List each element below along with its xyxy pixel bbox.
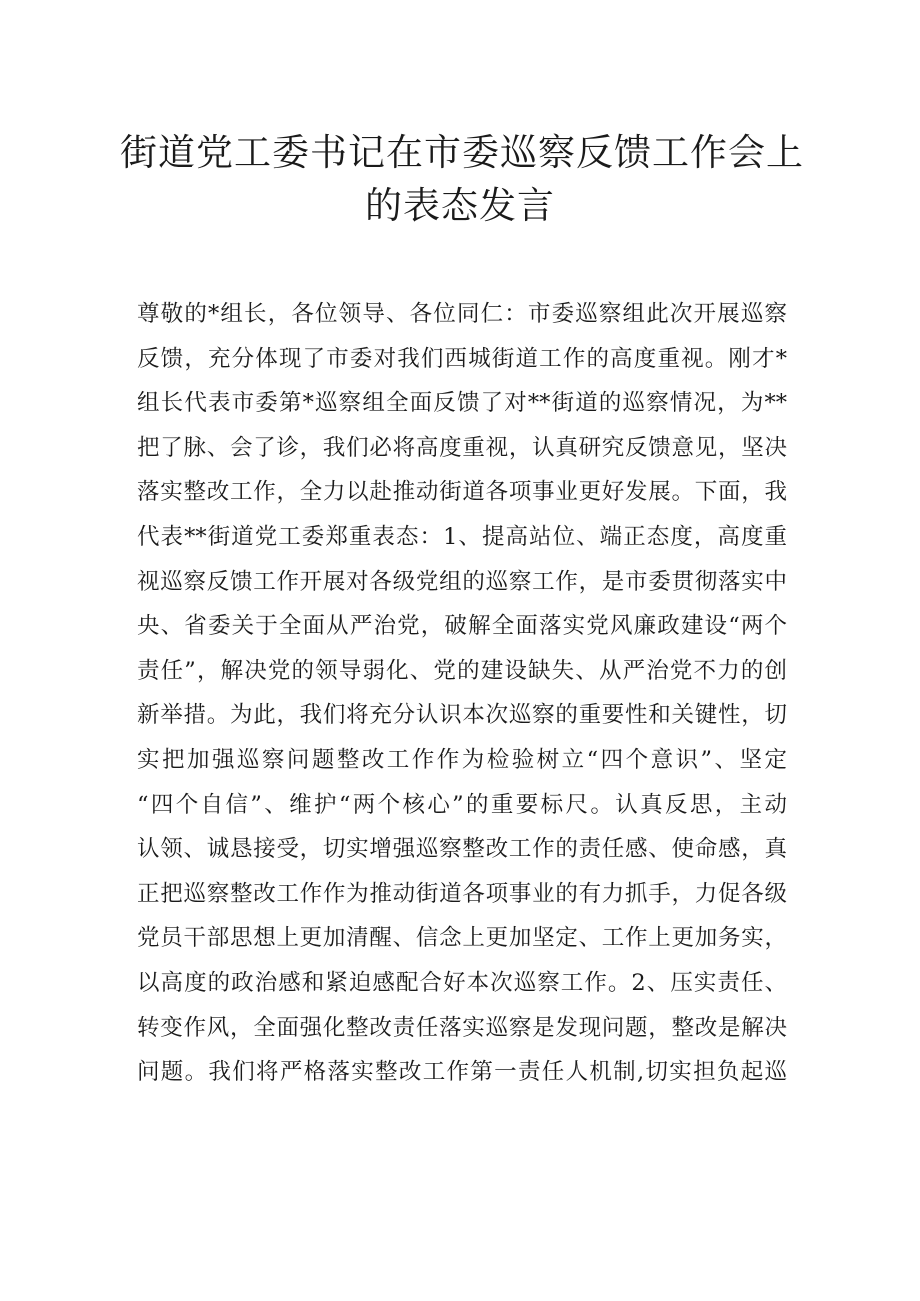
document-body [137, 292, 787, 1095]
body-line: 尊敬的*组长，各位领导、各位同仁：市委巡察组此次开展巡察 [137, 301, 787, 327]
body-line: 以高度的政治感和紧迫感配合好本次巡察工作。2、压实责任、 [137, 969, 787, 996]
body-line: 党员干部思想上更加清醒、信念上更加坚定、工作上更加务实， [137, 925, 787, 952]
title-line-2: 的表态发言 [365, 184, 555, 227]
body-line: “四个自信”、维护“两个核心”的重要标尺。认真反思，主动 [137, 791, 787, 818]
body-line: 把了脉、会了诊，我们必将高度重视，认真研究反馈意见，坚决 [137, 434, 787, 461]
body-line: 代表**街道党工委郑重表态：1、提高站位、端正态度，高度重 [137, 523, 787, 550]
body-line: 问题。我们将严格落实整改工作第一责任人机制,切实担负起巡 [137, 1059, 787, 1086]
body-line: 正把巡察整改工作作为推动街道各项事业的有力抓手，力促各级 [137, 880, 787, 907]
body-line: 转变作风，全面强化整改责任落实巡察是发现问题，整改是解决 [137, 1014, 787, 1041]
body-line: 落实整改工作，全力以赴推动街道各项事业更好发展。下面，我 [137, 479, 787, 506]
document-title [120, 126, 804, 232]
body-line: 实把加强巡察问题整改工作作为检验树立“四个意识”、坚定 [137, 746, 787, 773]
body-line: 责任”，解决党的领导弱化、党的建设缺失、从严治党不力的创 [137, 657, 787, 684]
body-line: 视巡察反馈工作开展对各级党组的巡察工作，是市委贯彻落实中 [137, 568, 787, 595]
body-line: 组长代表市委第*巡察组全面反馈了对**街道的巡察情况，为** [137, 390, 787, 417]
body-line: 认领、诚恳接受，切实增强巡察整改工作的责任感、使命感，真 [137, 836, 787, 863]
body-line: 央、省委关于全面从严治党，破解全面落实党风廉政建设“两个 [137, 613, 787, 640]
title-line-1: 街道党工委书记在市委巡察反馈工作会上 [120, 131, 804, 174]
body-line: 反馈，充分体现了市委对我们西城街道工作的高度重视。刚才* [137, 345, 787, 372]
body-line: 新举措。为此，我们将充分认识本次巡察的重要性和关键性，切 [137, 702, 787, 729]
